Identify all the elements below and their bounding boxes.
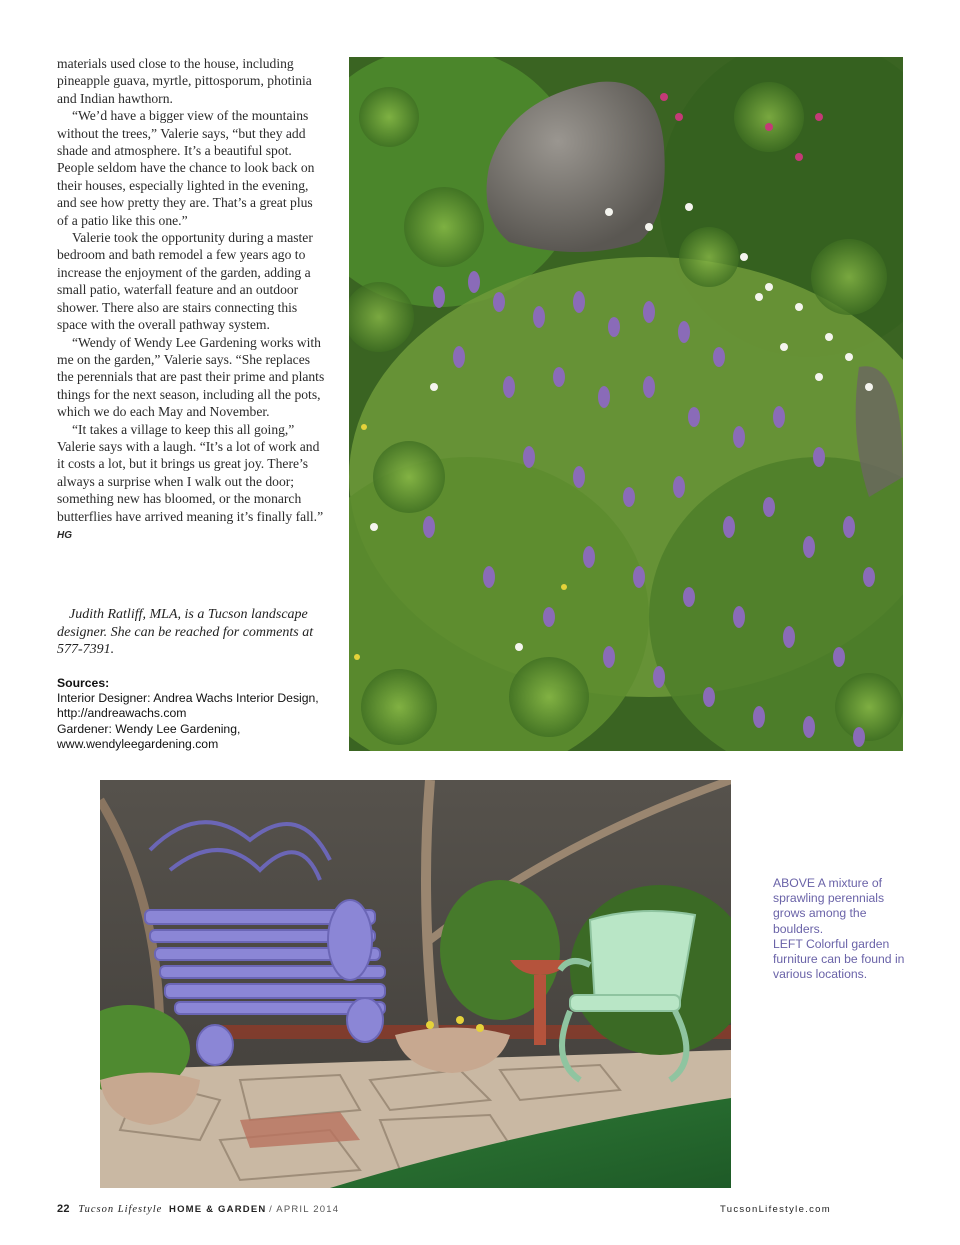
caption-above: ABOVE A mixture of sprawling perennials grows among the boulders. (773, 876, 885, 936)
caption-left: LEFT Colorful garden furniture can be found in various locations. (773, 936, 905, 982)
section-name: HOME & GARDEN (169, 1204, 267, 1215)
perennials-illustration (349, 57, 903, 751)
sources-block (57, 676, 332, 752)
article-paragraph: “We’d have a bigger view of the mountains without the trees,” Valerie says, “but they add shade and atmosphere. It’s a beautiful spot. People seldom have the chance to look back on their houses, especially lighted in the evening, and see how pretty they are. That’s a great plus of a patio like this one.” (57, 108, 315, 228)
end-mark: HG (57, 529, 72, 541)
source-link[interactable]: www.wendyleegardening.com (57, 736, 219, 751)
page-footer-left (57, 1203, 339, 1217)
page-number: 22 (57, 1203, 70, 1215)
article-paragraph: Valerie took the opportunity during a master bedroom and bath remodel a few years ago to increase the enjoyment of the garden, adding a small patio, waterfall feature and an outdoor shower. There also are stairs connecting this space with the overall pathway system. (57, 230, 313, 333)
source-line: Interior Designer: Andrea Wachs Interior Design, (57, 691, 319, 706)
sources-title: Sources: (57, 676, 110, 690)
source-line: Gardener: Wendy Lee Gardening, (57, 721, 241, 736)
author-bio: Judith Ratliff, MLA, is a Tucson landscape designer. She can be reached for comments at 577-7391. (57, 607, 314, 658)
source-link[interactable]: http://andreawachs.com (57, 706, 187, 721)
publication-name: Tucson Lifestyle (78, 1204, 163, 1215)
photo-caption (773, 876, 908, 982)
article-paragraph-text: “It takes a village to keep this all going,” Valerie says with a laugh. “It’s a lot of work and it costs a lot, but it brings us great joy. There’s always a surprise when I walk out the door; something new has bloomed, or the monarch butterflies have arrived meaning it’s finally fall.” (57, 421, 324, 524)
website-url[interactable]: TucsonLifestyle.com (720, 1204, 831, 1215)
article-paragraph: “Wendy of Wendy Lee Gardening works with me on the garden,” Valerie says. “She replaces the perennials that are past their prime and plants things for the next season, including all the pots, which we do each May and November. (57, 334, 325, 420)
article-body (57, 55, 327, 544)
issue-date: / APRIL 2014 (269, 1204, 340, 1215)
article-paragraph (57, 421, 327, 545)
article-paragraph: materials used close to the house, including pineapple guava, myrtle, pittosporum, photinia and Indian hawthorn. (57, 56, 312, 106)
patio-furniture-photo (100, 780, 731, 1188)
patio-illustration (100, 780, 731, 1188)
garden-perennials-photo (349, 57, 903, 751)
